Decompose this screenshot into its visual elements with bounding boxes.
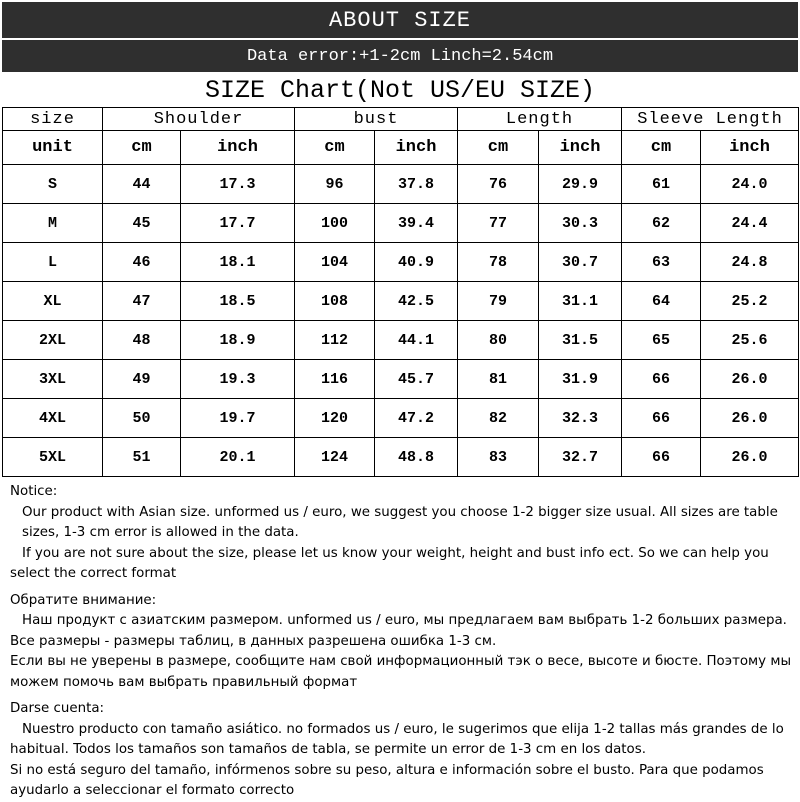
- table-row: [3, 243, 799, 282]
- measure-cell: 44.1: [375, 321, 458, 360]
- measure-cell: 42.5: [375, 282, 458, 321]
- size-rows: [3, 165, 799, 477]
- unit-cell: inch: [181, 131, 295, 165]
- measure-cell: 61: [622, 165, 701, 204]
- measure-cell: 40.9: [375, 243, 458, 282]
- measure-cell: 30.3: [539, 204, 622, 243]
- measure-cell: 63: [622, 243, 701, 282]
- measure-cell: 31.9: [539, 360, 622, 399]
- notice-text-en-1: Our product with Asian size. unformed us / euro, we suggest you choose 1-2 bigger size usual. All sizes are table sizes, 1-3 cm error is allowed in the data.: [22, 504, 778, 540]
- size-chart-title: SIZE Chart(Not US/EU SIZE): [204, 75, 596, 105]
- measure-cell: 31.5: [539, 321, 622, 360]
- measure-cell: 30.7: [539, 243, 622, 282]
- measure-cell: 51: [103, 438, 181, 477]
- header-length: Length: [458, 108, 622, 131]
- unit-cell: cm: [295, 131, 375, 165]
- measure-cell: 116: [295, 360, 375, 399]
- table-unit-header: [3, 131, 799, 165]
- measure-cell: 19.3: [181, 360, 295, 399]
- size-label-cell: XL: [3, 282, 103, 321]
- measure-cell: 48: [103, 321, 181, 360]
- unit-cell: cm: [103, 131, 181, 165]
- measure-cell: 81: [458, 360, 539, 399]
- measure-cell: 66: [622, 360, 701, 399]
- measure-cell: 17.3: [181, 165, 295, 204]
- size-label-cell: 2XL: [3, 321, 103, 360]
- table-row: [3, 438, 799, 477]
- measure-cell: 24.0: [701, 165, 799, 204]
- measure-cell: 120: [295, 399, 375, 438]
- table-row: [3, 360, 799, 399]
- measure-cell: 64: [622, 282, 701, 321]
- notice-text-es-1: Nuestro producto con tamaño asiático. no formados us / euro, le sugerimos que elija 1-2 tallas más grandes de lo habitual. Todos los tamaños son tamaños de tabla, se permite un error de 1-3 cm en los datos.: [10, 721, 784, 757]
- measure-cell: 100: [295, 204, 375, 243]
- measure-cell: 26.0: [701, 399, 799, 438]
- measure-cell: 66: [622, 399, 701, 438]
- measure-cell: 82: [458, 399, 539, 438]
- measure-cell: 44: [103, 165, 181, 204]
- measure-cell: 24.4: [701, 204, 799, 243]
- size-label-cell: M: [3, 204, 103, 243]
- measure-cell: 104: [295, 243, 375, 282]
- measure-cell: 29.9: [539, 165, 622, 204]
- data-error-note: Data error:+1-2cm Linch=2.54cm: [2, 40, 798, 72]
- notice-text-ru-3: Если вы не уверены в размере, сообщите нам свой информационный тэк о весе, высоте и бюсте. Поэтому мы можем помочь вам выбрать правильный формат: [10, 654, 792, 690]
- table-group-header: [3, 108, 799, 131]
- measure-cell: 50: [103, 399, 181, 438]
- unit-cell: inch: [701, 131, 799, 165]
- table-row: [3, 204, 799, 243]
- measure-cell: 96: [295, 165, 375, 204]
- page-title: ABOUT SIZE: [2, 2, 798, 38]
- size-label-cell: 3XL: [3, 360, 103, 399]
- measure-cell: 48.8: [375, 438, 458, 477]
- table-row: [3, 399, 799, 438]
- measure-cell: 18.1: [181, 243, 295, 282]
- measure-cell: 26.0: [701, 360, 799, 399]
- measure-cell: 108: [295, 282, 375, 321]
- measure-cell: 79: [458, 282, 539, 321]
- measure-cell: 112: [295, 321, 375, 360]
- size-label-cell: 5XL: [3, 438, 103, 477]
- measure-cell: 24.8: [701, 243, 799, 282]
- measure-cell: 47: [103, 282, 181, 321]
- notice-section: [10, 482, 794, 802]
- measure-cell: 77: [458, 204, 539, 243]
- size-label-cell: S: [3, 165, 103, 204]
- notice-text-en-2: If you are not sure about the size, please let us know your weight, height and bust info ect. So we can help you select the correct format: [10, 545, 769, 581]
- measure-cell: 32.7: [539, 438, 622, 477]
- notice-text-ru-1: Наш продукт с азиатским размером. unformed us / euro, мы предлагаем вам выбрать 1-2 больших размера.: [22, 613, 787, 628]
- header-size: size: [3, 108, 103, 131]
- unit-cell: cm: [622, 131, 701, 165]
- measure-cell: 25.2: [701, 282, 799, 321]
- measure-cell: 18.5: [181, 282, 295, 321]
- measure-cell: 20.1: [181, 438, 295, 477]
- measure-cell: 124: [295, 438, 375, 477]
- measure-cell: 45: [103, 204, 181, 243]
- measure-cell: 45.7: [375, 360, 458, 399]
- measure-cell: 32.3: [539, 399, 622, 438]
- measure-cell: 47.2: [375, 399, 458, 438]
- measure-cell: 39.4: [375, 204, 458, 243]
- table-row: [3, 282, 799, 321]
- measure-cell: 83: [458, 438, 539, 477]
- measure-cell: 26.0: [701, 438, 799, 477]
- header-bust: bust: [295, 108, 458, 131]
- table-row: [3, 165, 799, 204]
- unit-cell: inch: [375, 131, 458, 165]
- measure-cell: 37.8: [375, 165, 458, 204]
- measure-cell: 65: [622, 321, 701, 360]
- header-sleeve-length: Sleeve Length: [622, 108, 799, 131]
- notice-text-ru-2: Все размеры - размеры таблиц, в данных разрешена ошибка 1-3 см.: [10, 633, 497, 649]
- measure-cell: 66: [622, 438, 701, 477]
- notice-heading-en: Notice:: [10, 484, 58, 499]
- measure-cell: 31.1: [539, 282, 622, 321]
- measure-cell: 78: [458, 243, 539, 282]
- measure-cell: 46: [103, 243, 181, 282]
- measure-cell: 17.7: [181, 204, 295, 243]
- table-row: [3, 321, 799, 360]
- notice-heading-es: Darse cuenta:: [10, 701, 105, 716]
- measure-cell: 76: [458, 165, 539, 204]
- measure-cell: 18.9: [181, 321, 295, 360]
- unit-label: unit: [3, 131, 103, 165]
- notice-text-es-2: Si no está seguro del tamaño, infórmenos sobre su peso, altura e información sobre el busto. Para que podamos ayudarlo a seleccionar el formato correcto: [10, 762, 764, 798]
- size-label-cell: 4XL: [3, 399, 103, 438]
- notice-heading-ru: Обратите внимание:: [10, 592, 157, 608]
- measure-cell: 25.6: [701, 321, 799, 360]
- size-table: [2, 107, 799, 477]
- header-shoulder: Shoulder: [103, 108, 295, 131]
- size-label-cell: L: [3, 243, 103, 282]
- measure-cell: 19.7: [181, 399, 295, 438]
- unit-cell: inch: [539, 131, 622, 165]
- measure-cell: 62: [622, 204, 701, 243]
- measure-cell: 49: [103, 360, 181, 399]
- unit-cell: cm: [458, 131, 539, 165]
- measure-cell: 80: [458, 321, 539, 360]
